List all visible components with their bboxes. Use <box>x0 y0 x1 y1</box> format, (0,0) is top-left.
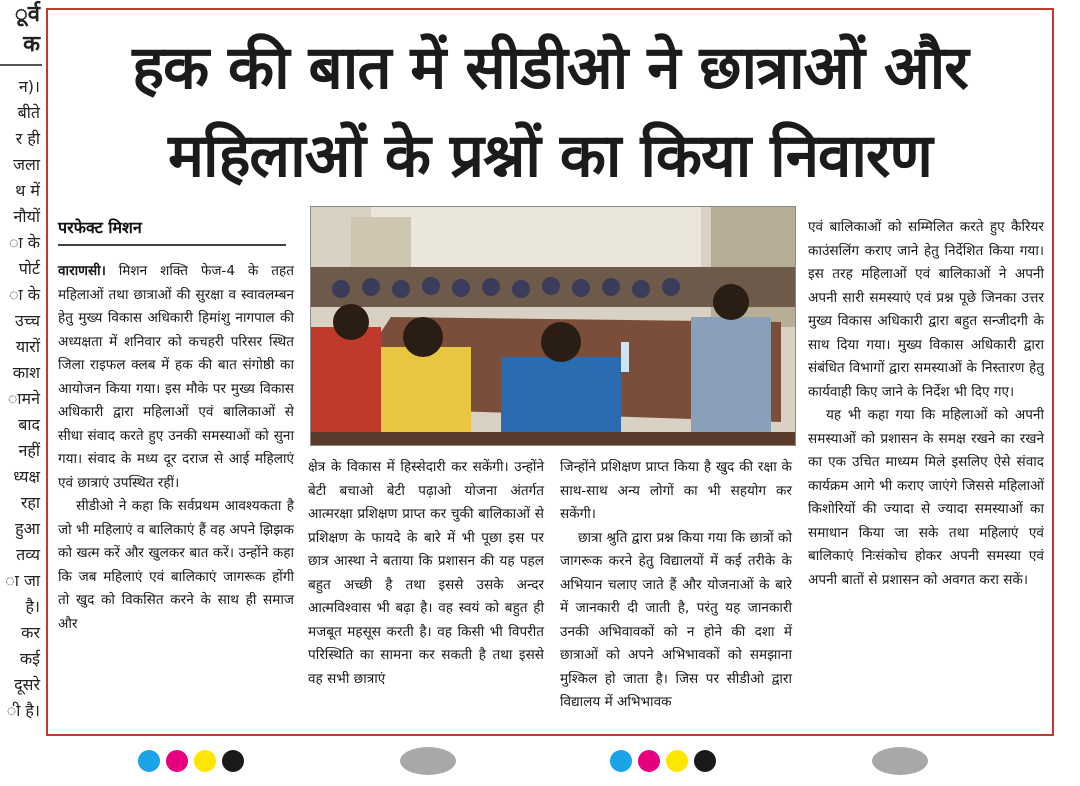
neighbor-text-line: पोर्ट <box>18 259 40 278</box>
paragraph: सीडीओ ने कहा कि सर्वप्रथम आवश्यकता है जो भी महिलाएं व बालिकाएं हैं वह अपने झिझक को खत्म करें और खुलकर बात करें। उन्होंने कहा कि जब महिलाएं एवं बालिकाएं जागरूक होंगी तो खुद को विकसित करने के साथ ही समाज और <box>58 498 294 632</box>
neighbor-text-line: ी है। <box>6 701 40 720</box>
cyan-registration-dot <box>138 750 160 772</box>
event-photo-illustration <box>311 207 795 445</box>
neighbor-text-line: तव्य <box>16 545 40 564</box>
gray-registration-oval <box>872 747 928 775</box>
neighbor-text-line: कई <box>19 649 40 668</box>
neighbor-text-line: हुआ <box>15 519 40 538</box>
yellow-registration-dot <box>666 750 688 772</box>
neighbor-heading-line: क <box>23 32 40 57</box>
event-photo <box>310 206 796 446</box>
article-column-1 <box>58 260 294 636</box>
black-registration-dot <box>694 750 716 772</box>
black-registration-dot <box>222 750 244 772</box>
neighbor-text-line: यारों <box>15 337 40 356</box>
neighbor-text-line: र ही <box>15 129 40 148</box>
neighbor-text-line: ा के <box>8 233 40 252</box>
neighbor-text-line: काश <box>12 363 40 382</box>
headline-line-1: हक की बात में सीडीओ ने छात्राओं और <box>132 33 968 103</box>
magenta-registration-dot <box>638 750 660 772</box>
neighbor-text-line: ा जा <box>5 571 40 590</box>
neighbor-text-line: रहा <box>20 493 40 512</box>
neighbor-rule <box>0 64 42 66</box>
paragraph: छात्रा श्रुति द्वारा प्रश्न किया गया कि छात्रों को जागरूक करने हेतु विद्यालयों में कई तरीके के अभियान चलाए जाते हैं और योजनाओं के बारे में जानकारी दी जाती है, परंतु यह जानकारी उनकी अभिवावकों को न होने की दशा में छात्राओं को अपने अभिभावकों को समझाना मुश्किल हो जाता है। जिस पर सीडीओ द्वारा विद्यालय में अभिभावक <box>560 529 792 710</box>
neighbor-text-lines <box>0 74 42 724</box>
gray-registration-oval <box>400 747 456 775</box>
paragraph: क्षेत्र के विकास में हिस्सेदारी कर सकेंगी। उन्होंने बेटी बचाओ बेटी पढ़ाओ योजना अंतर्गत आत्मरक्षा प्रशिक्षण प्राप्त कर चुकी बालिकाओं से प्रशिक्षण के फायदे के बारे में भी पूछा इस पर छात्र आस्था ने बताया कि प्रशासन की यह पहल बहुत अच्छी है तथा इससे उसके अन्दर आत्मविश्वास भी बढ़ा है। वह स्वयं को बहुत ही मजबूत महसूस करती है। वह किसी भी विपरीत परिस्थिति का सामना कर सकती है तथा इससे वह सभी छात्राएं <box>308 459 544 687</box>
yellow-registration-dot <box>194 750 216 772</box>
paragraph: एवं बालिकाओं को सम्मिलित करते हुए कैरियर काउंसलिंग कराए जाने हेतु निर्देशित किया गया। इस तरह महिलाओं एवं बालिकाओं ने अपनी अपनी सारी समस्याएं एवं प्रश्न पूछे जिनका उत्तर मुख्य विकास अधिकारी द्वारा बहुत सन्जीदगी के साथ दिया गया। मुख्य विकास अधिकारी द्वारा संबंधित विभागों द्वारा समस्याओं के निस्तारण हेतु कार्यवाही किए जाने के निर्देश भी दिए गए। <box>808 219 1044 400</box>
neighbor-text-line: कर <box>21 623 40 642</box>
headline-line-2: महिलाओं के प्रश्नों का किया निवारण <box>168 121 932 191</box>
neighbor-text-line: थ में <box>15 181 40 200</box>
neighbor-text-line: बाद <box>18 415 40 434</box>
article-column-2 <box>308 456 544 691</box>
neighbor-column-fragment <box>0 0 42 740</box>
neighbor-text-line: न)। <box>18 77 40 96</box>
paragraph: यह भी कहा गया कि महिलाओं को अपनी समस्याओं को प्रशासन के समक्ष रखने का रखने का एक उचित माध्यम मिले इसलिए ऐसे संवाद कार्यक्रम आगे भी कराए जाएंगे जिससे महिलाओं किशोरियों की ज्यादा से ज्यादा समस्याओं का समाधान किया जा सके तथा महिलाएं एवं बालिकाएं निःसंकोच होकर अपनी समस्या एवं अपनी बातों से प्रशासन को अवगत करा सकें। <box>808 407 1044 588</box>
print-registration-marks <box>0 746 1080 776</box>
dateline: वाराणसी। <box>58 263 106 279</box>
neighbor-text-line: ामने <box>7 389 40 408</box>
neighbor-text-line: दूसरे <box>14 675 40 694</box>
cyan-registration-dot <box>610 750 632 772</box>
neighbor-text-line: है। <box>25 597 40 616</box>
paragraph: जिन्होंने प्रशिक्षण प्राप्त किया है खुद की रक्षा के साथ-साथ अन्य लोगों का भी सहयोग कर सकेंगी। <box>560 459 792 522</box>
neighbor-text-line: ा के <box>8 285 40 304</box>
neighbor-text-line: उच्च <box>15 311 40 330</box>
neighbor-heading-line: ूर्व <box>14 2 40 27</box>
paragraph-text: मिशन शक्ति फेज-4 के तहत महिलाओं तथा छात्राओं की सुरक्षा व स्वावलम्बन हेतु मुख्य विकास अधिकारी हिमांशु नागपाल की अध्यक्षता में शनिवार को कचहरी परिसर स्थित जिला राइफल क्लब में हक की बात संगोष्ठी का आयोजन किया गया। इस मौके पर मुख्य विकास अधिकारी द्वारा महिलाओं एवं बालिकाओं से सीधा संवाद करते हुए उनकी समस्याओं को सुना गया। संवाद के मध्य दूर दराज से आई महिलाएं एवं छात्राएं उपस्थित रहीं। <box>58 263 294 491</box>
neighbor-text-line: नौयों <box>13 207 40 226</box>
byline: परफेक्ट मिशन <box>58 216 286 246</box>
neighbor-text-line: ध्यक्ष <box>13 467 40 486</box>
news-article <box>46 8 1054 736</box>
article-column-3 <box>560 456 792 715</box>
article-column-4 <box>808 216 1044 592</box>
neighbor-text-line: नहीं <box>18 441 40 460</box>
paragraph <box>58 260 294 495</box>
magenta-registration-dot <box>166 750 188 772</box>
neighbor-text-line: बीते <box>17 103 40 122</box>
neighbor-text-line: जला <box>13 155 40 174</box>
headline <box>48 24 1052 200</box>
